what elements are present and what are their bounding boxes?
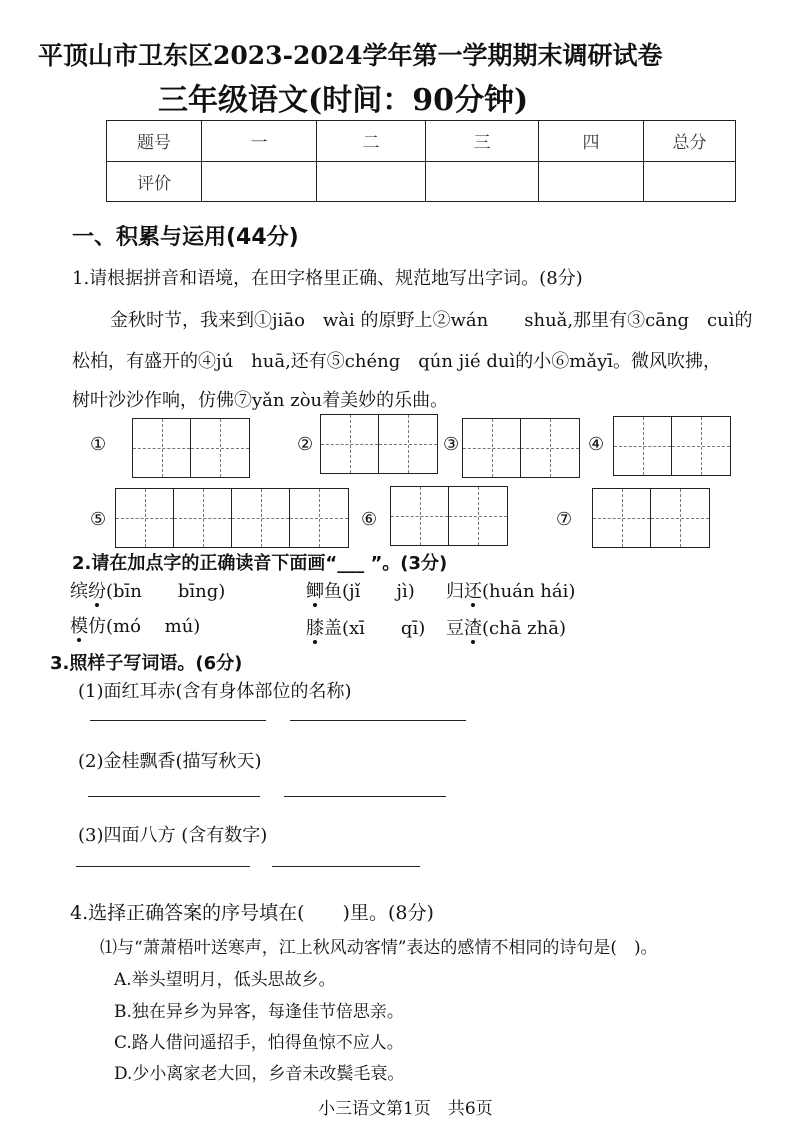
q2-char: 盖 — [324, 618, 342, 639]
page-footer: 小三语文第1页 共6页 — [318, 1099, 493, 1119]
score-input-cell[interactable] — [539, 161, 644, 202]
q4-option: D.少小离家老大回，乡音未改鬓毛衰。 — [114, 1064, 405, 1084]
q2-item[interactable] — [446, 614, 566, 640]
q4-option: B.独在异乡为异客，每逢佳节倍思亲。 — [114, 1002, 404, 1022]
score-cell: 评价 — [107, 161, 202, 202]
dotted-char: 还 — [464, 581, 482, 602]
dotted-char: 膝 — [306, 618, 324, 639]
tianzige-grid-5[interactable] — [115, 488, 349, 548]
q2-pinyin-options: (bīn bīng) — [106, 581, 226, 602]
grid-label: ⑥ — [361, 509, 378, 530]
score-table-header-row — [107, 121, 736, 162]
score-cell: 总分 — [644, 121, 736, 162]
score-table — [106, 120, 736, 202]
grid-label: ② — [297, 434, 314, 455]
q2-char: 缤 — [70, 581, 88, 602]
answer-line[interactable] — [90, 720, 266, 721]
exam-title: 平顶山市卫东区2023-2024学年第一学期期末调研试卷 — [38, 41, 663, 70]
q2-char: 豆 — [446, 618, 464, 639]
answer-line[interactable] — [88, 796, 260, 797]
tianzige-grid-7[interactable] — [592, 488, 710, 548]
q4-sub1: ⑴与“萧萧梧叶送寒声，江上秋风动客情”表达的感情不相同的诗句是( )。 — [100, 938, 658, 958]
tianzige-grid-1[interactable] — [132, 418, 250, 478]
score-cell: 一 — [202, 121, 317, 162]
q2-char: 鱼 — [324, 581, 342, 602]
q3-sub3: (3)四面八方 (含有数字) — [78, 825, 268, 846]
answer-line[interactable] — [290, 720, 466, 721]
q2-pinyin-options: (huán hái) — [482, 581, 576, 602]
score-input-cell[interactable] — [202, 161, 317, 202]
tianzige-grid-3[interactable] — [462, 418, 580, 478]
q2-item[interactable] — [70, 612, 200, 638]
score-input-cell[interactable] — [426, 161, 539, 202]
grid-label: ④ — [588, 434, 605, 455]
q4-prompt: 4.选择正确答案的序号填在( )里。(8分) — [70, 902, 434, 924]
score-input-cell[interactable] — [644, 161, 736, 202]
grid-label: ⑤ — [90, 509, 107, 530]
exam-subtitle: 三年级语文(时间：90分钟) — [158, 83, 529, 118]
grid-label: ⑦ — [556, 509, 573, 530]
grid-label: ① — [90, 434, 107, 455]
q2-pinyin-options: (jǐ jì) — [342, 581, 415, 602]
q2-pinyin-options: (mó mú) — [106, 616, 201, 637]
q3-prompt: 3.照样子写词语。(6分) — [50, 653, 243, 674]
dotted-char: 纷 — [88, 581, 106, 602]
q2-char: 仿 — [88, 616, 106, 637]
grid-label: ③ — [443, 434, 460, 455]
q4-option: C.路人借问遥招手，怕得鱼惊不应人。 — [114, 1033, 404, 1053]
answer-line[interactable] — [76, 866, 250, 867]
section-1-heading: 一、积累与运用(44分) — [72, 225, 299, 250]
q2-pinyin-options: (xī qī) — [342, 618, 426, 639]
q4-option: A.举头望明月，低头思故乡。 — [114, 970, 336, 990]
score-table-eval-row — [107, 161, 736, 202]
q2-item[interactable] — [306, 614, 425, 640]
q1-passage-line: 树叶沙沙作响，仿佛⑦yǎn zòu着美妙的乐曲。 — [72, 390, 449, 411]
score-cell: 题号 — [107, 121, 202, 162]
tianzige-grid-4[interactable] — [613, 416, 731, 476]
q2-item[interactable] — [70, 577, 225, 603]
score-input-cell[interactable] — [317, 161, 426, 202]
q1-passage-line: 松柏，有盛开的④jú huā,还有⑤chéng qún jié duì的小⑥mǎyī。微风吹拂， — [72, 351, 721, 372]
q3-sub1: (1)面红耳赤(含有身体部位的名称) — [78, 681, 352, 702]
tianzige-grid-2[interactable] — [320, 414, 438, 474]
score-cell: 二 — [317, 121, 426, 162]
dotted-char: 鲫 — [306, 581, 324, 602]
score-cell: 三 — [426, 121, 539, 162]
q1-prompt: 1.请根据拼音和语境，在田字格里正确、规范地写出字词。(8分) — [72, 268, 583, 289]
q3-sub2: (2)金桂飘香(描写秋天) — [78, 751, 262, 772]
q2-char: 归 — [446, 581, 464, 602]
q2-prompt: 2.请在加点字的正确读音下面画“___ ”。(3分) — [72, 553, 448, 574]
q2-item[interactable] — [446, 577, 575, 603]
q1-passage-line: 金秋时节，我来到①jiāo wài 的原野上②wán shuǎ,那里有③cāng cuì的 — [110, 310, 753, 331]
score-cell: 四 — [539, 121, 644, 162]
answer-line[interactable] — [284, 796, 446, 797]
q2-item[interactable] — [306, 577, 415, 603]
q2-pinyin-options: (chā zhā) — [482, 618, 566, 639]
dotted-char: 渣 — [464, 618, 482, 639]
tianzige-grid-6[interactable] — [390, 486, 508, 546]
dotted-char: 模 — [70, 616, 88, 637]
answer-line[interactable] — [272, 866, 420, 867]
